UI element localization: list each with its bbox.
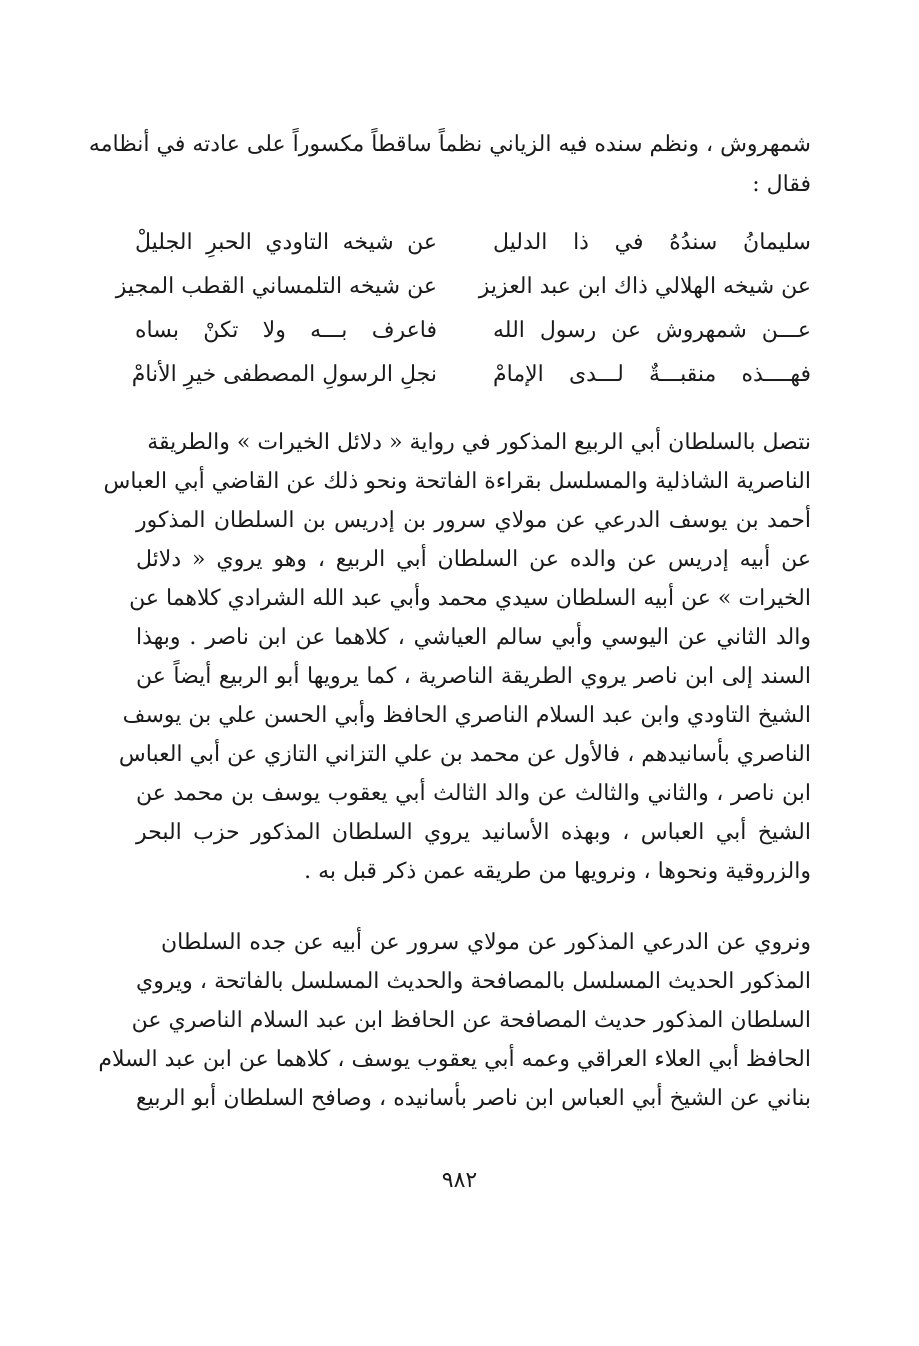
paragraph-line: الشيخ التاودي وابن عبد السلام الناصري الحافظ وأبي الحسن علي بن يوسف	[122, 703, 811, 728]
paragraph-line: عن أبيه إدريس عن والده عن السلطان أبي الربيع ، وهو يروي « دلائل	[136, 547, 811, 572]
verse-second-hemistich: عن شيخه التلمساني القطب المجيز	[115, 274, 437, 299]
paragraph-line: الشيخ أبي العباس ، وبهذه الأسانيد يروي السلطان المذكور حزب البحر	[136, 820, 811, 845]
intro-line: شمهروش ، ونظم سنده فيه الزياني نظماً ساقطاً مكسوراً على عادته في أنظامه	[88, 132, 811, 157]
paragraph-line: المذكور الحديث المسلسل بالمصافحة والحديث المسلسل بالفاتحة ، ويروي	[136, 969, 811, 994]
paragraph-line: بناني عن الشيخ أبي العباس ابن ناصر بأسانيده ، وصافح السلطان أبو الربيع	[136, 1086, 811, 1111]
paragraph-line: ونروي عن الدرعي المذكور عن مولاي سرور عن أبيه عن جده السلطان	[161, 930, 811, 955]
verse-second-hemistich: عن شيخه التاودي الحبرِ الجليلْ	[135, 230, 437, 255]
paragraph-line: والد الثاني عن اليوسي وأبي سالم العياشي ، كلاهما عن ابن ناصر . وبهذا	[136, 625, 811, 650]
paragraph-line: الناصري بأسانيدهم ، فالأول عن محمد بن علي التزاني التازي عن أبي العباس	[118, 742, 811, 767]
paragraph-line: ابن ناصر ، والثاني والثالث عن والد الثالث أبي يعقوب يوسف بن محمد عن	[136, 781, 811, 806]
verse-first-hemistich: سليمانُ سندُهُ في ذا الدليل	[493, 230, 811, 255]
paragraph-line: الخيرات » عن أبيه السلطان سيدي محمد وأبي عبد الله الشرادي كلاهما عن	[129, 586, 811, 611]
page-number: ٩٨٢	[441, 1168, 478, 1193]
paragraph-line: الحافظ أبي العلاء العراقي وعمه أبي يعقوب يوسف ، كلاهما عن ابن عبد السلام	[98, 1047, 811, 1072]
paragraph-line: نتصل بالسلطان أبي الربيع المذكور في رواية « دلائل الخيرات » والطريقة	[147, 430, 811, 455]
paragraph-line: والزروقية ونحوها ، ونرويها من طريقه عمن ذكر قبل به .	[304, 859, 811, 884]
verse-second-hemistich: فاعرف بـــه ولا تكنْ بساه	[135, 318, 437, 343]
verse-first-hemistich: عن شيخه الهلالي ذاك ابن عبد العزيز	[478, 274, 811, 299]
verse-first-hemistich: عـــن شمهروش عن رسول الله	[493, 318, 811, 343]
paragraph-line: أحمد بن يوسف الدرعي عن مولاي سرور بن إدريس بن السلطان المذكور	[136, 508, 811, 533]
verse-second-hemistich: نجلِ الرسولِ المصطفى خيرِ الأنامْ	[131, 362, 437, 387]
paragraph-line: السند إلى ابن ناصر يروي الطريقة الناصرية ، كما يرويها أبو الربيع أيضاً عن	[136, 664, 811, 689]
verse-first-hemistich: فهــــذه منقبـــةٌ لـــدى الإمامْ	[493, 362, 811, 387]
paragraph-line: الناصرية الشاذلية والمسلسل بقراءة الفاتحة ونحو ذلك عن القاضي أبي العباس	[103, 469, 811, 494]
intro-line: فقال :	[752, 172, 811, 197]
paragraph-line: السلطان المذكور حديث المصافحة عن الحافظ ابن عبد السلام الناصري عن	[131, 1008, 811, 1033]
